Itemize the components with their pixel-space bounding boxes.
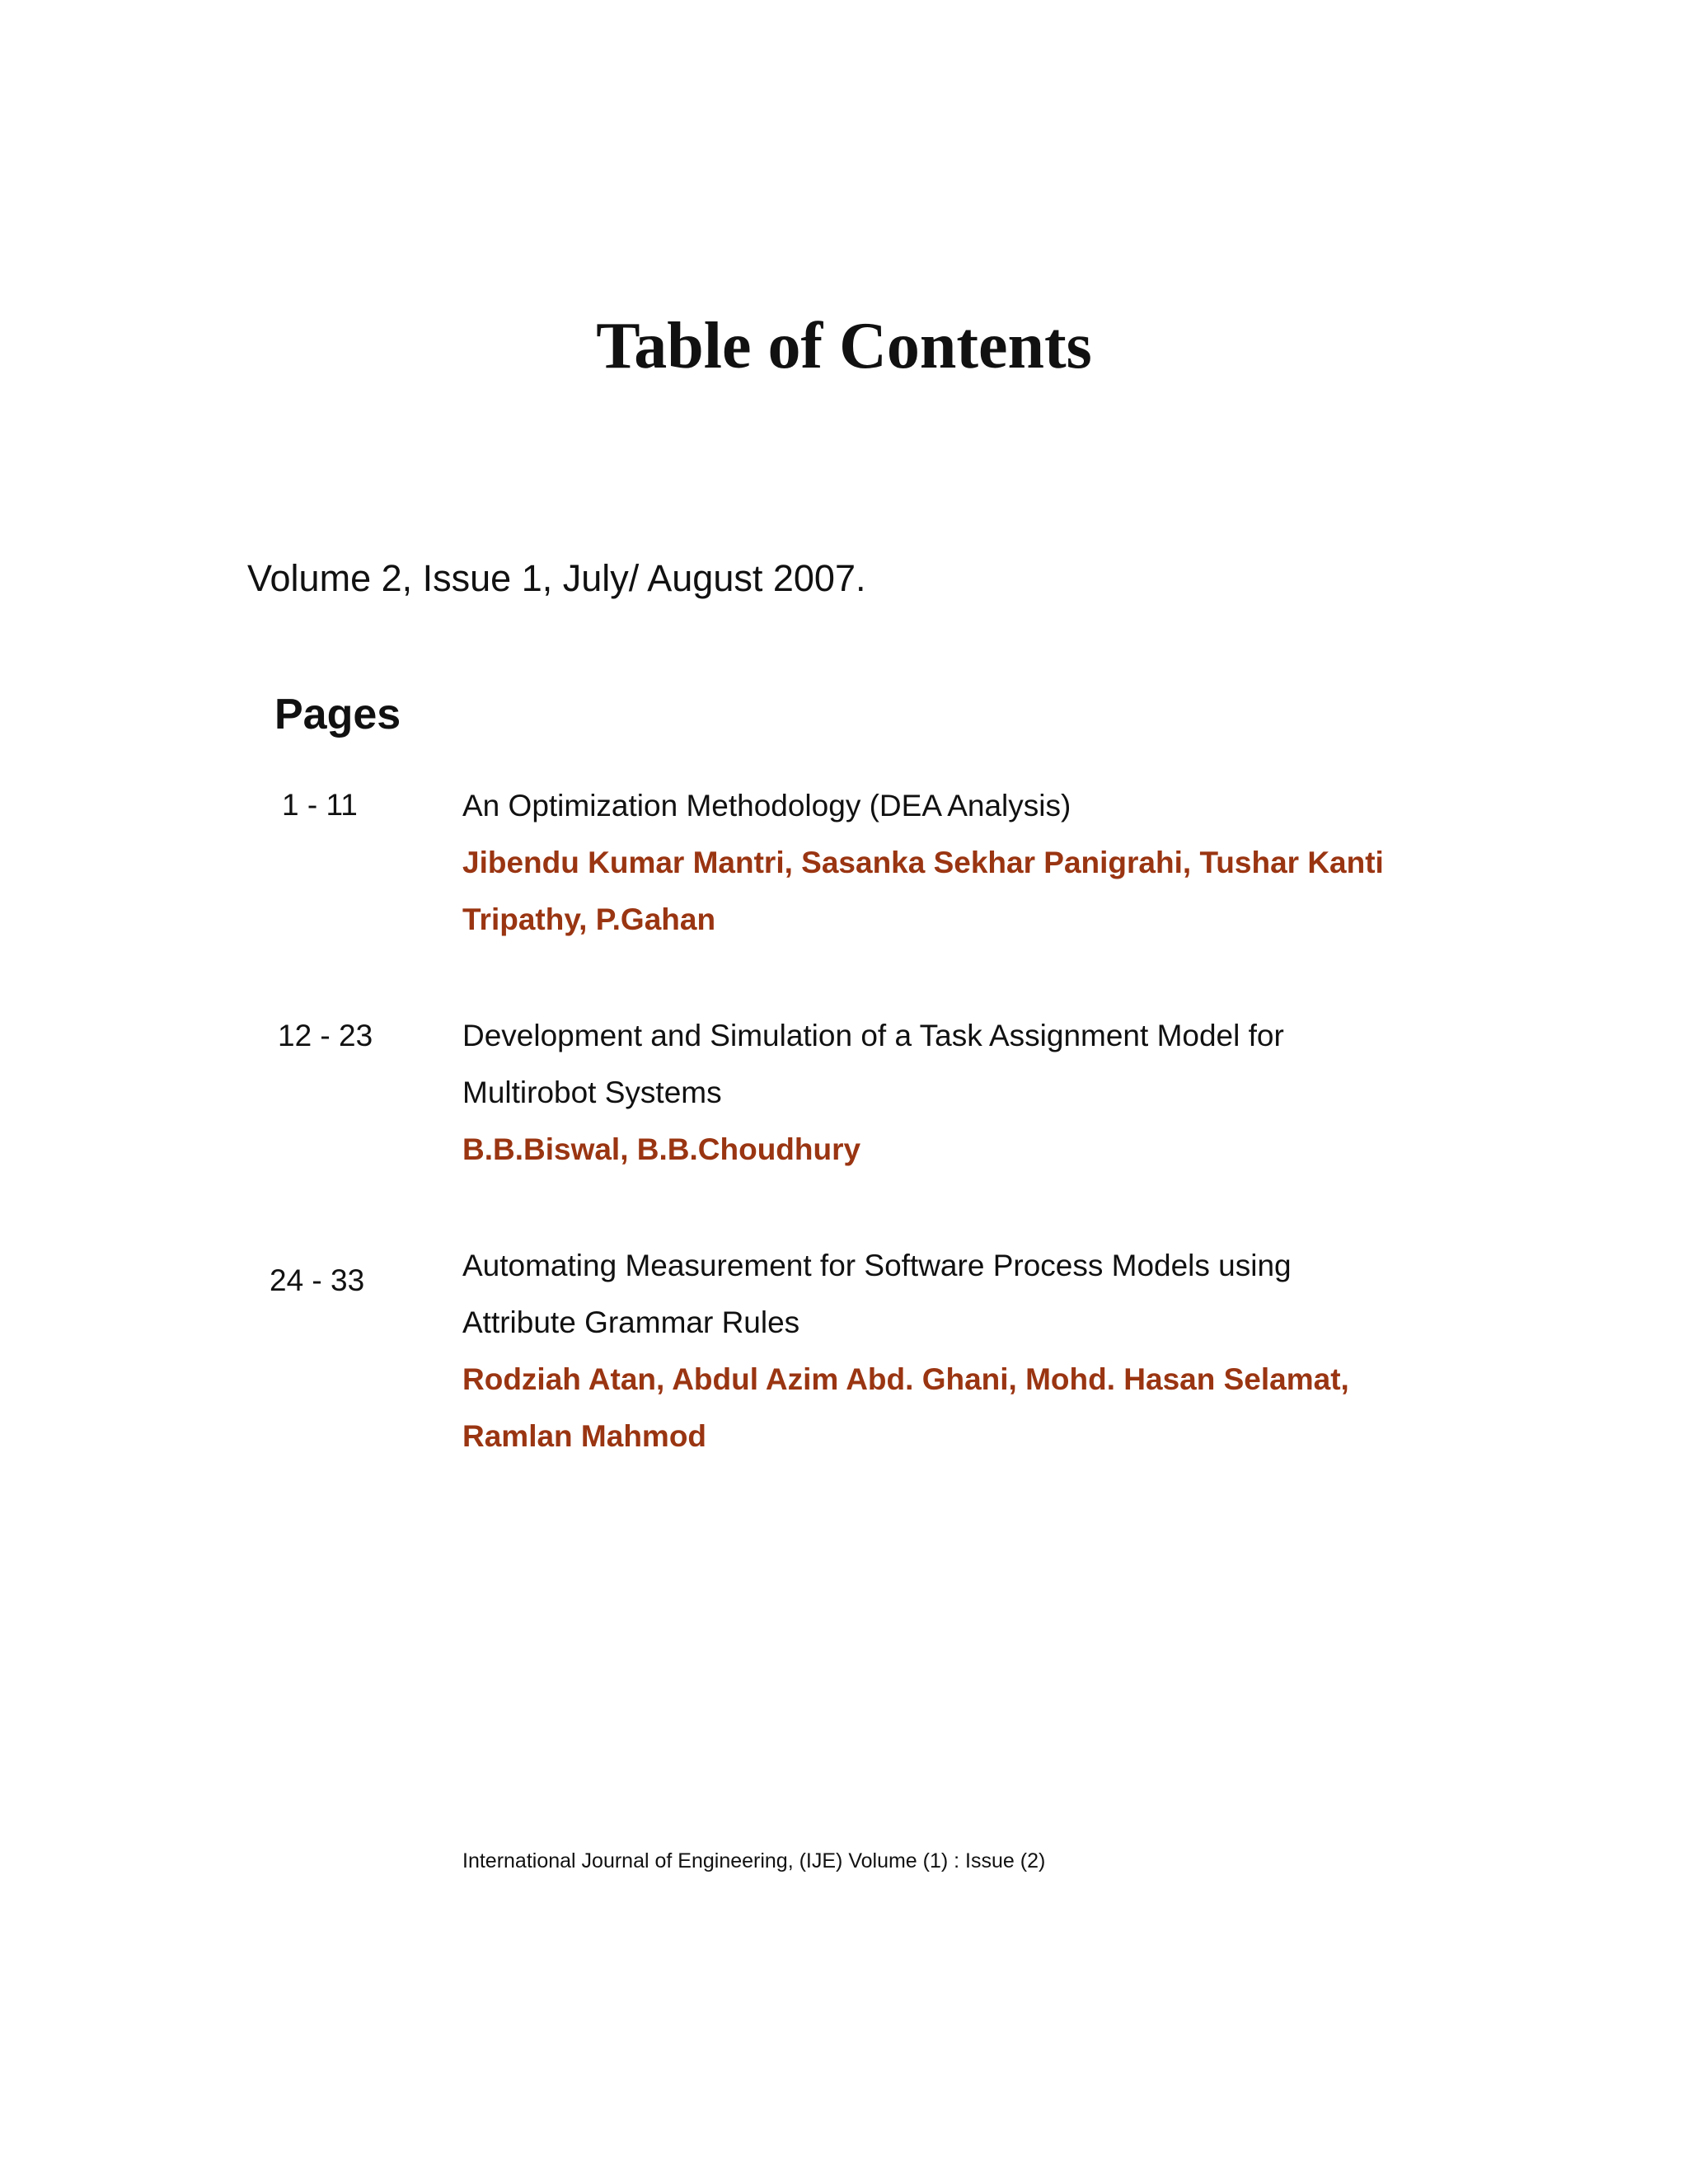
entry-title: An Optimization Methodology (DEA Analysis) [462,789,1071,823]
entry-authors: B.B.Biswal, B.B.Choudhury [462,1132,861,1166]
volume-issue-line: Volume 2, Issue 1, July/ August 2007. [247,557,866,599]
entry-authors: Rodziah Atan, Abdul Azim Abd. Ghani, Mohd. Hasan Selamat, Ramlan Mahmod [462,1362,1349,1453]
toc-entry [462,1237,1451,1465]
entry-authors: Jibendu Kumar Mantri, Sasanka Sekhar Panigrahi, Tushar Kanti Tripathy, P.Gahan [462,846,1384,936]
entry-page-range: 24 - 33 [270,1263,365,1297]
entry-page-range: 1 - 11 [282,788,358,822]
entry-title: Development and Simulation of a Task Assignment Model for Multirobot Systems [462,1019,1284,1109]
pages-heading: Pages [274,691,401,738]
journal-footer: International Journal of Engineering, (IJE) Volume (1) : Issue (2) [462,1849,1046,1872]
entry-page-range: 12 - 23 [278,1019,373,1052]
toc-entry [462,777,1451,948]
toc-entry [462,1007,1451,1178]
page-title: Table of Contents [596,310,1092,382]
entry-title: Automating Measurement for Software Process Models using Attribute Grammar Rules [462,1249,1292,1339]
